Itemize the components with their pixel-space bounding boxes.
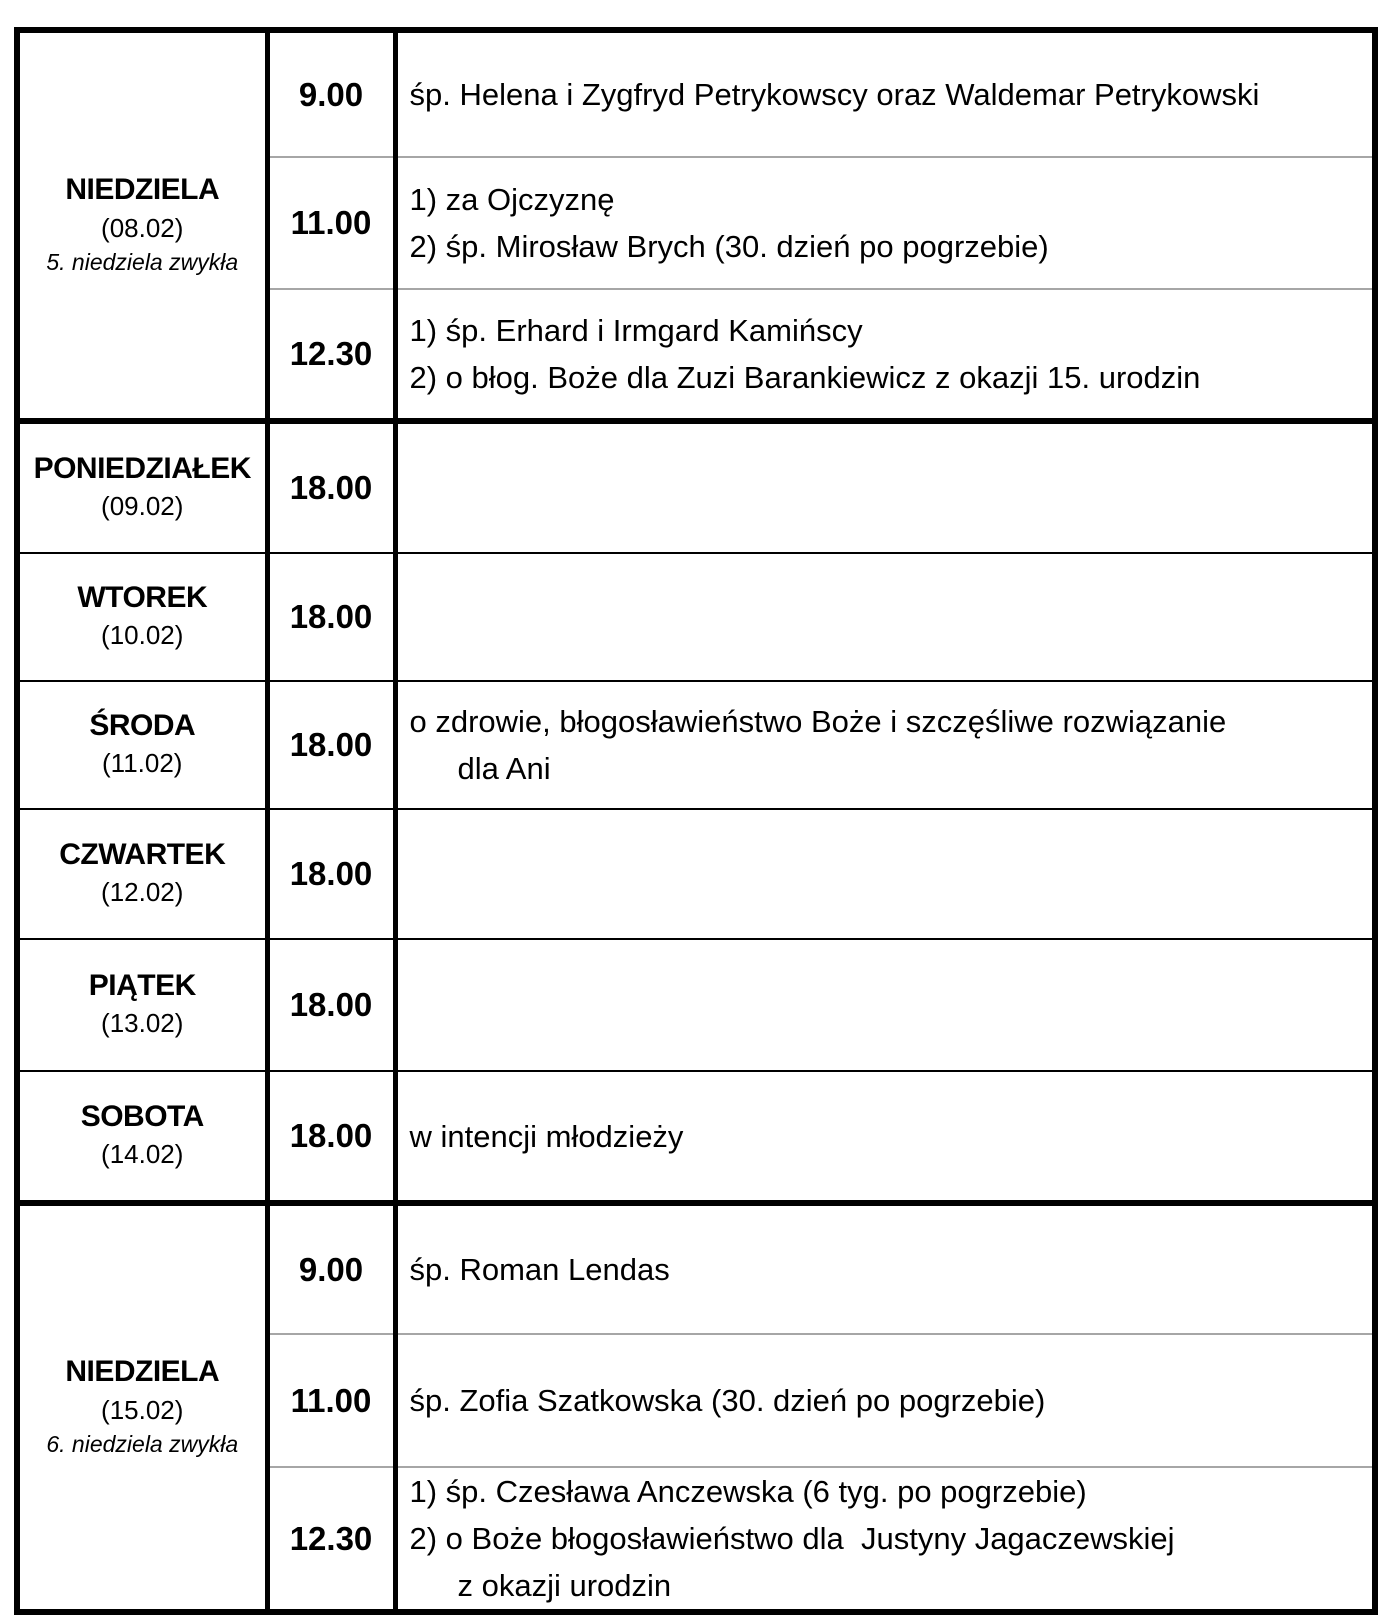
table-row <box>17 809 1375 939</box>
day-date: (11.02) <box>102 748 183 779</box>
day-name: SOBOTA <box>80 1099 204 1133</box>
day-name: NIEDZIELA <box>65 1355 220 1389</box>
intention-line: 2) o Boże błogosławieństwo dla Justyny Jagaczewskiej <box>409 1521 1175 1556</box>
time-cell: 18.00 <box>267 1071 395 1203</box>
mass-intentions-table <box>14 27 1378 1615</box>
table-row <box>17 553 1375 681</box>
day-name: NIEDZIELA <box>65 173 220 207</box>
intention-line: 2) śp. Mirosław Brych (30. dzień po pogrzebie) <box>409 229 1049 264</box>
time-cell: 18.00 <box>267 553 395 681</box>
intention-cell <box>395 157 1375 289</box>
time-cell: 9.00 <box>267 1203 395 1334</box>
intention-cell <box>395 1334 1375 1467</box>
intention-line: 1) za Ojczyznę <box>409 182 615 217</box>
time-cell: 12.30 <box>267 289 395 421</box>
time-cell: 18.00 <box>267 809 395 939</box>
time-cell: 18.00 <box>267 939 395 1071</box>
day-name: CZWARTEK <box>59 837 226 871</box>
day-cell <box>17 553 267 681</box>
table-row <box>17 681 1375 809</box>
intention-cell <box>395 553 1375 681</box>
intention-line: 1) śp. Czesława Anczewska (6 tyg. po pogrzebie) <box>409 1474 1087 1509</box>
intention-cell <box>395 939 1375 1071</box>
table-row <box>17 939 1375 1071</box>
table-row <box>17 30 1375 157</box>
day-date: (13.02) <box>101 1008 184 1039</box>
table-row <box>17 1203 1375 1334</box>
day-note: 6. niedziela zwykła <box>46 1430 239 1457</box>
intention-cell <box>395 1203 1375 1334</box>
intention-line: śp. Roman Lendas <box>409 1252 670 1287</box>
table-row <box>17 1071 1375 1203</box>
intention-cell <box>395 809 1375 939</box>
day-cell <box>17 1203 267 1612</box>
time-cell: 11.00 <box>267 1334 395 1467</box>
day-cell <box>17 421 267 553</box>
table-row <box>17 421 1375 553</box>
time-cell: 18.00 <box>267 681 395 809</box>
day-cell <box>17 1071 267 1203</box>
intention-line: 1) śp. Erhard i Irmgard Kamińscy <box>409 313 863 348</box>
day-date: (14.02) <box>101 1139 184 1170</box>
day-name: WTOREK <box>77 580 208 614</box>
day-cell <box>17 30 267 421</box>
intention-cell <box>395 421 1375 553</box>
intention-cell <box>395 1467 1375 1612</box>
day-date: (09.02) <box>101 491 184 522</box>
intention-line: śp. Helena i Zygfryd Petrykowscy oraz Waldemar Petrykowski <box>409 77 1260 112</box>
day-cell <box>17 939 267 1071</box>
intention-line: dla Ani <box>457 751 551 786</box>
time-cell: 18.00 <box>267 421 395 553</box>
day-name: PONIEDZIAŁEK <box>33 451 251 485</box>
intention-line: o zdrowie, błogosławieństwo Boże i szczęśliwe rozwiązanie <box>409 704 1227 739</box>
day-date: (08.02) <box>101 212 184 243</box>
time-cell: 11.00 <box>267 157 395 289</box>
time-cell: 9.00 <box>267 30 395 157</box>
intention-line: z okazji urodzin <box>457 1568 672 1603</box>
intention-line: śp. Zofia Szatkowska (30. dzień po pogrzebie) <box>409 1383 1046 1418</box>
day-date: (12.02) <box>101 877 184 908</box>
intention-line: w intencji młodzieży <box>409 1118 684 1154</box>
day-cell <box>17 809 267 939</box>
intention-cell <box>395 289 1375 421</box>
intention-cell <box>395 681 1375 809</box>
intention-cell <box>395 30 1375 157</box>
day-note: 5. niedziela zwykła <box>46 248 239 275</box>
intention-line: 2) o błog. Boże dla Zuzi Barankiewicz z okazji 15. urodzin <box>409 360 1201 395</box>
day-date: (15.02) <box>101 1394 184 1425</box>
day-name: PIĄTEK <box>88 968 196 1002</box>
day-name: ŚRODA <box>89 708 196 742</box>
time-cell: 12.30 <box>267 1467 395 1612</box>
intention-cell <box>395 1071 1375 1203</box>
day-cell <box>17 681 267 809</box>
day-date: (10.02) <box>101 620 184 651</box>
